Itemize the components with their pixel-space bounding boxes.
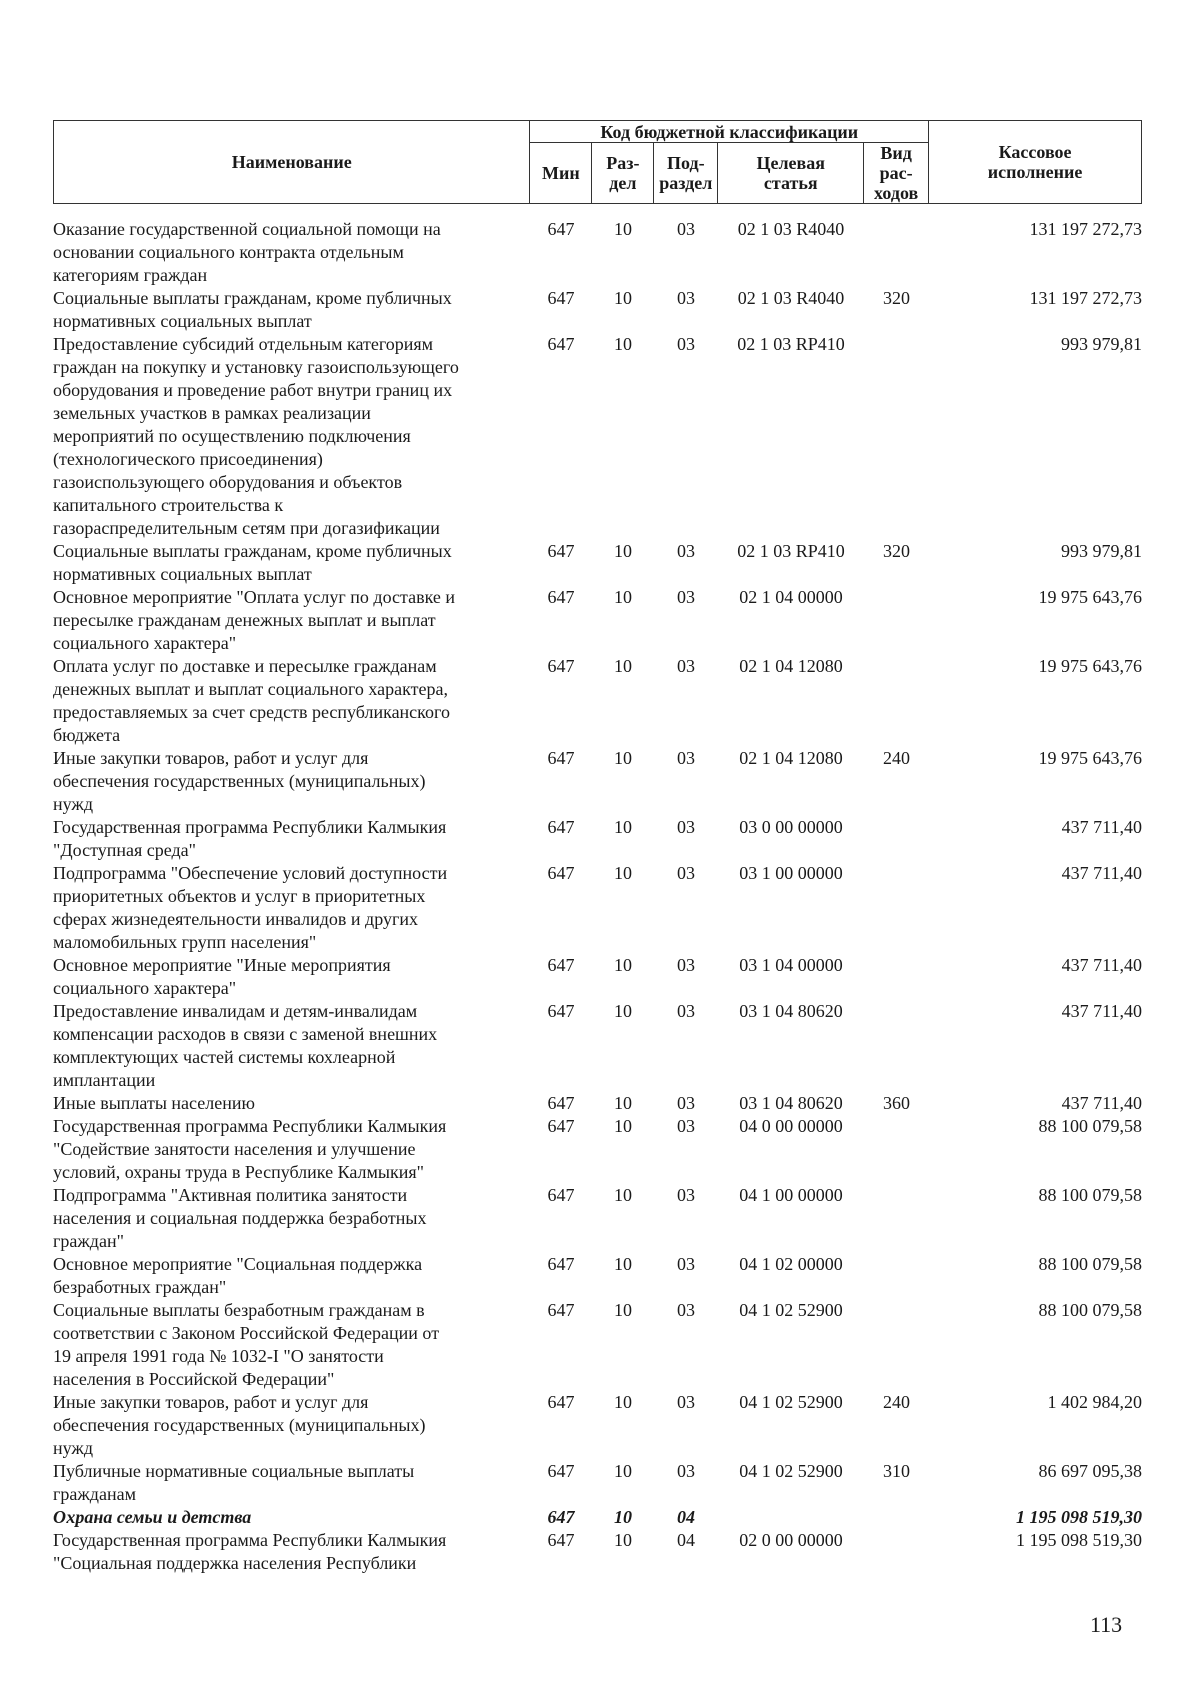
row-amount: 131 197 272,73: [1029, 288, 1142, 308]
row-vid: [864, 218, 929, 287]
row-amount: 437 711,40: [1061, 955, 1142, 975]
row-name-line: безработных граждан": [53, 1277, 227, 1297]
row-name-line: Подпрограмма "Обеспечение условий доступности: [53, 863, 448, 883]
row-vid: [864, 1000, 929, 1092]
row-name-line: гражданам: [53, 1484, 136, 1504]
row-amount: 437 711,40: [1061, 817, 1142, 837]
row-target: 02 1 04 12080: [739, 656, 843, 676]
row-name-line: Основное мероприятие "Иные мероприятия: [53, 955, 391, 975]
row-min: 647: [547, 1254, 575, 1274]
row-min: 647: [547, 587, 575, 607]
row-name-line: граждан": [53, 1231, 124, 1251]
table-row: [53, 816, 1142, 862]
row-razdel: 10: [614, 1507, 632, 1527]
row-name-line: Охрана семьи и детства: [53, 1507, 252, 1527]
table-row: [53, 287, 1142, 333]
row-vid: [864, 816, 929, 862]
row-razdel: 10: [614, 334, 632, 354]
row-vid: [864, 655, 929, 747]
row-podrazdel: 03: [677, 1185, 695, 1205]
row-name-line: нужд: [53, 1438, 93, 1458]
row-amount: 437 711,40: [1061, 1093, 1142, 1113]
row-razdel: 10: [614, 1116, 632, 1136]
row-name-line: "Содействие занятости населения и улучшение: [53, 1139, 416, 1159]
row-name-line: соответствии с Законом Российской Федерации от: [53, 1323, 440, 1343]
row-podrazdel: 03: [677, 1392, 695, 1412]
row-name: [53, 1092, 530, 1115]
row-name-line: имплантации: [53, 1070, 156, 1090]
row-vid: [864, 862, 929, 954]
row-name: [53, 1506, 530, 1529]
row-name-line: Предоставление субсидий отдельным категориям: [53, 334, 434, 354]
row-target: 04 1 02 52900: [739, 1392, 843, 1412]
table-row: [53, 1299, 1142, 1391]
header-vid: Вид рас- ходов: [864, 143, 929, 204]
row-podrazdel: 03: [677, 748, 695, 768]
row-min: 647: [547, 1185, 575, 1205]
row-amount: 88 100 079,58: [1038, 1116, 1142, 1136]
row-min: 647: [547, 541, 575, 561]
row-vid: [864, 1115, 929, 1184]
row-name-line: нормативных социальных выплат: [53, 564, 312, 584]
row-vid: [864, 954, 929, 1000]
row-vid: [864, 1506, 929, 1529]
row-target: [718, 1506, 864, 1529]
row-vid: [864, 1529, 929, 1575]
row-min: 647: [547, 288, 575, 308]
row-min: 647: [547, 1300, 575, 1320]
row-name-line: комплектующих частей системы кохлеарной: [53, 1047, 396, 1067]
row-name-line: Публичные нормативные социальные выплаты: [53, 1461, 415, 1481]
row-name: [53, 333, 530, 540]
row-name-line: населения в Российской Федерации": [53, 1369, 335, 1389]
row-razdel: 10: [614, 1530, 632, 1550]
row-name-line: нормативных социальных выплат: [53, 311, 312, 331]
row-vid: 240: [883, 1392, 910, 1412]
row-min: 647: [547, 334, 575, 354]
row-amount: 88 100 079,58: [1038, 1300, 1142, 1320]
row-razdel: 10: [614, 1185, 632, 1205]
table-row: [53, 1391, 1142, 1460]
row-name: [53, 1299, 530, 1391]
row-target: 02 1 04 12080: [739, 748, 843, 768]
row-razdel: 10: [614, 955, 632, 975]
row-razdel: 10: [614, 1392, 632, 1412]
row-name-line: мероприятий по осуществлению подключения: [53, 426, 411, 446]
row-name: [53, 816, 530, 862]
row-amount: 19 975 643,76: [1038, 587, 1142, 607]
table-row: [53, 1506, 1142, 1529]
row-name-line: Оплата услуг по доставке и пересылке гражданам: [53, 656, 437, 676]
row-podrazdel: 03: [677, 955, 695, 975]
row-target: 03 1 00 00000: [739, 863, 843, 883]
row-name-line: Социальные выплаты безработным гражданам в: [53, 1300, 425, 1320]
row-razdel: 10: [614, 587, 632, 607]
row-name: [53, 1391, 530, 1460]
row-amount: 19 975 643,76: [1038, 748, 1142, 768]
row-name-line: капитального строительства к: [53, 495, 284, 515]
table-row: [53, 1184, 1142, 1253]
table-row: [53, 954, 1142, 1000]
row-name-line: предоставляемых за счет средств республиканского: [53, 702, 450, 722]
table-row: [53, 218, 1142, 287]
row-name-line: земельных участков в рамках реализации: [53, 403, 371, 423]
row-name-line: основании социального контракта отдельным: [53, 242, 404, 262]
row-razdel: 10: [614, 863, 632, 883]
row-name: [53, 586, 530, 655]
row-podrazdel: 03: [677, 656, 695, 676]
row-podrazdel: 03: [677, 1461, 695, 1481]
row-name-line: обеспечения государственных (муниципальных): [53, 771, 426, 791]
row-name-line: "Социальная поддержка населения Республики: [53, 1553, 417, 1573]
header-name: Наименование: [54, 121, 530, 204]
row-min: 647: [547, 1507, 575, 1527]
table-row: [53, 540, 1142, 586]
row-amount: 131 197 272,73: [1029, 219, 1142, 239]
row-name-line: Государственная программа Республики Калмыкия: [53, 817, 447, 837]
row-podrazdel: 03: [677, 219, 695, 239]
table-row: [53, 1115, 1142, 1184]
table-row: [53, 1529, 1142, 1575]
header-razdel: Раз- дел: [592, 143, 654, 204]
row-podrazdel: 03: [677, 1093, 695, 1113]
row-name-line: Государственная программа Республики Калмыкия: [53, 1116, 447, 1136]
row-razdel: 10: [614, 817, 632, 837]
row-name: [53, 1115, 530, 1184]
row-amount: 437 711,40: [1061, 863, 1142, 883]
row-target: 02 1 03 R4040: [737, 288, 845, 308]
row-target: 03 0 00 00000: [739, 817, 843, 837]
row-name: [53, 287, 530, 333]
table-row: [53, 1092, 1142, 1115]
row-target: 04 1 02 52900: [739, 1300, 843, 1320]
row-name: [53, 655, 530, 747]
row-name: [53, 218, 530, 287]
header-amount: Кассовое исполнение: [929, 121, 1142, 204]
row-razdel: 10: [614, 1300, 632, 1320]
row-amount: 1 195 098 519,30: [1016, 1507, 1142, 1527]
row-vid: 320: [883, 288, 910, 308]
row-name-line: оборудования и проведение работ внутри границ их: [53, 380, 453, 400]
row-amount: 1 402 984,20: [1047, 1392, 1142, 1412]
row-name: [53, 540, 530, 586]
table-row: [53, 1253, 1142, 1299]
row-name-line: нужд: [53, 794, 93, 814]
table-row: [53, 333, 1142, 540]
header-min: Мин: [530, 143, 592, 204]
row-name-line: сферах жизнедеятельности инвалидов и других: [53, 909, 418, 929]
row-name-line: Социальные выплаты гражданам, кроме публичных: [53, 288, 452, 308]
row-min: 647: [547, 219, 575, 239]
row-razdel: 10: [614, 656, 632, 676]
row-name: [53, 954, 530, 1000]
row-podrazdel: 04: [677, 1530, 695, 1550]
row-razdel: 10: [614, 541, 632, 561]
row-amount: 993 979,81: [1061, 541, 1142, 561]
row-name-line: 19 апреля 1991 года № 1032-I "О занятости: [53, 1346, 384, 1366]
row-min: 647: [547, 955, 575, 975]
row-vid: [864, 333, 929, 540]
row-name-line: социального характера": [53, 978, 237, 998]
row-target: 04 1 02 00000: [739, 1254, 843, 1274]
row-name-line: компенсации расходов в связи с заменой внешних: [53, 1024, 438, 1044]
row-name-line: маломобильных групп населения": [53, 932, 317, 952]
row-name: [53, 1000, 530, 1092]
row-min: 647: [547, 863, 575, 883]
row-name-line: социального характера": [53, 633, 237, 653]
row-name-line: газоиспользующего оборудования и объектов: [53, 472, 403, 492]
row-target: 03 1 04 80620: [739, 1001, 843, 1021]
row-podrazdel: 04: [677, 1507, 695, 1527]
row-vid: 310: [883, 1461, 910, 1481]
page-number: 113: [1090, 1612, 1123, 1637]
row-podrazdel: 03: [677, 1001, 695, 1021]
header-code-group: Код бюджетной классификации: [530, 121, 929, 143]
row-amount: 88 100 079,58: [1038, 1254, 1142, 1274]
row-podrazdel: 03: [677, 1254, 695, 1274]
row-target: 03 1 04 80620: [739, 1093, 843, 1113]
row-name: [53, 1529, 530, 1575]
row-name-line: (технологического присоединения): [53, 449, 323, 469]
row-razdel: 10: [614, 1254, 632, 1274]
row-razdel: 10: [614, 1093, 632, 1113]
row-name-line: категориям граждан: [53, 265, 208, 285]
row-name-line: газораспределительным сетям при догазификации: [53, 518, 440, 538]
row-podrazdel: 03: [677, 334, 695, 354]
data-table: [53, 218, 1142, 1575]
table-header: [53, 120, 1142, 204]
row-min: 647: [547, 656, 575, 676]
row-min: 647: [547, 748, 575, 768]
row-amount: 19 975 643,76: [1038, 656, 1142, 676]
row-name-line: граждан на покупку и установку газоиспользующего: [53, 357, 459, 377]
row-amount: 993 979,81: [1061, 334, 1142, 354]
row-min: 647: [547, 1093, 575, 1113]
row-vid: [864, 1299, 929, 1391]
table-row: [53, 747, 1142, 816]
row-vid: [864, 1253, 929, 1299]
row-min: 647: [547, 1530, 575, 1550]
row-vid: 320: [883, 541, 910, 561]
row-vid: 360: [883, 1093, 910, 1113]
table-row: [53, 1000, 1142, 1092]
row-razdel: 10: [614, 1461, 632, 1481]
row-min: 647: [547, 1461, 575, 1481]
row-name-line: Основное мероприятие "Оплата услуг по доставке и: [53, 587, 456, 607]
table-row: [53, 655, 1142, 747]
row-target: 02 1 03 RP410: [737, 541, 845, 561]
row-name: [53, 1184, 530, 1253]
row-amount: 88 100 079,58: [1038, 1185, 1142, 1205]
row-name: [53, 862, 530, 954]
row-target: 02 1 04 00000: [739, 587, 843, 607]
row-podrazdel: 03: [677, 288, 695, 308]
header-podrazdel: Под- раздел: [654, 143, 718, 204]
row-name-line: обеспечения государственных (муниципальных): [53, 1415, 426, 1435]
row-target: 02 1 03 R4040: [737, 219, 845, 239]
row-name-line: Иные закупки товаров, работ и услуг для: [53, 748, 369, 768]
row-vid: 240: [883, 748, 910, 768]
row-name-line: Социальные выплаты гражданам, кроме публичных: [53, 541, 452, 561]
table-row: [53, 586, 1142, 655]
row-amount: 1 195 098 519,30: [1016, 1530, 1142, 1550]
row-target: 02 0 00 00000: [739, 1530, 843, 1550]
row-name-line: Основное мероприятие "Социальная поддержка: [53, 1254, 423, 1274]
row-podrazdel: 03: [677, 863, 695, 883]
row-target: 04 1 00 00000: [739, 1185, 843, 1205]
row-name-line: бюджета: [53, 725, 121, 745]
row-name-line: Оказание государственной социальной помощи на: [53, 219, 441, 239]
row-podrazdel: 03: [677, 1116, 695, 1136]
row-target: 03 1 04 00000: [739, 955, 843, 975]
row-podrazdel: 03: [677, 587, 695, 607]
row-target: 04 1 02 52900: [739, 1461, 843, 1481]
row-name-line: Подпрограмма "Активная политика занятости: [53, 1185, 408, 1205]
header-target: Целевая статья: [718, 143, 864, 204]
row-amount: 86 697 095,38: [1038, 1461, 1142, 1481]
row-name-line: Государственная программа Республики Калмыкия: [53, 1530, 447, 1550]
row-min: 647: [547, 1392, 575, 1412]
row-name-line: приоритетных объектов и услуг в приоритетных: [53, 886, 426, 906]
row-name-line: пересылке гражданам денежных выплат и выплат: [53, 610, 436, 630]
row-target: 04 0 00 00000: [739, 1116, 843, 1136]
row-min: 647: [547, 817, 575, 837]
table-row: [53, 862, 1142, 954]
row-name: [53, 747, 530, 816]
row-razdel: 10: [614, 1001, 632, 1021]
row-amount: 437 711,40: [1061, 1001, 1142, 1021]
row-podrazdel: 03: [677, 541, 695, 561]
table-row: [53, 1460, 1142, 1506]
row-name-line: населения и социальная поддержка безработных: [53, 1208, 427, 1228]
row-podrazdel: 03: [677, 817, 695, 837]
row-vid: [864, 586, 929, 655]
row-razdel: 10: [614, 288, 632, 308]
row-vid: [864, 1184, 929, 1253]
row-name-line: денежных выплат и выплат социального характера,: [53, 679, 449, 699]
row-podrazdel: 03: [677, 1300, 695, 1320]
row-razdel: 10: [614, 748, 632, 768]
row-name: [53, 1253, 530, 1299]
row-name: [53, 1460, 530, 1506]
row-name-line: Предоставление инвалидам и детям-инвалидам: [53, 1001, 418, 1021]
row-name-line: "Доступная среда": [53, 840, 196, 860]
row-name-line: Иные выплаты населению: [53, 1093, 255, 1113]
row-name-line: условий, охраны труда в Республике Калмыкия": [53, 1162, 424, 1182]
row-razdel: 10: [614, 219, 632, 239]
row-min: 647: [547, 1116, 575, 1136]
row-target: 02 1 03 RP410: [737, 334, 845, 354]
row-min: 647: [547, 1001, 575, 1021]
row-name-line: Иные закупки товаров, работ и услуг для: [53, 1392, 369, 1412]
